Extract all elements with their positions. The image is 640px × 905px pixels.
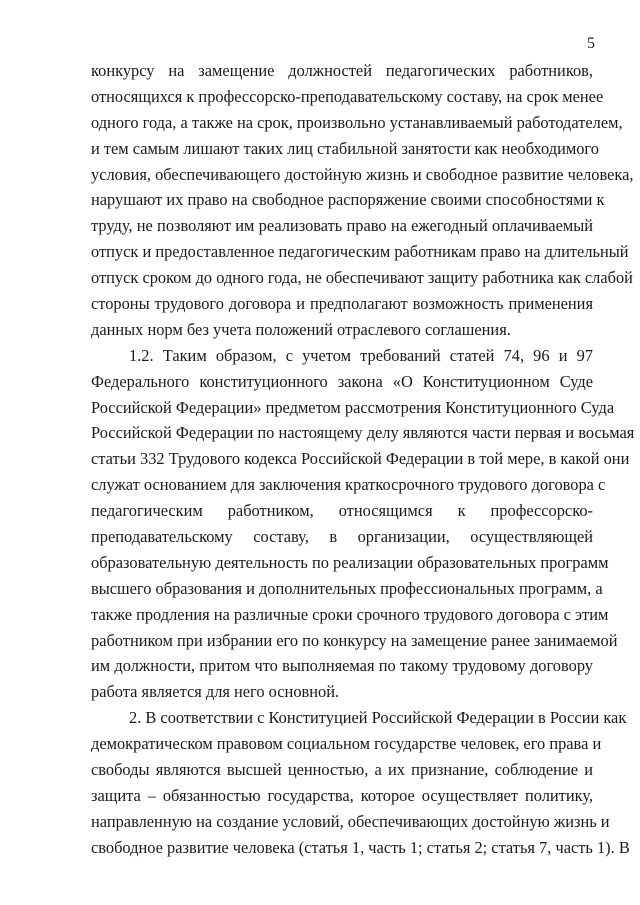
text-line: демократическом правовом социальном государстве человек, его права и — [91, 734, 602, 754]
text-line: педагогическим работником, относящимся к профессорско- — [91, 501, 593, 521]
text-line: свободное развитие человека (статья 1, часть 1; статья 2; статья 7, часть 1). В — [91, 837, 630, 857]
text-line: нарушают их право на свободное распоряжение своими способностями к — [91, 190, 605, 210]
text-line: также продления на различные сроки срочного трудового договора с этим — [91, 604, 609, 624]
text-line: отпуск и предоставленное педагогическим работникам право на длительный — [91, 242, 629, 262]
text-line: одного года, а также на срок, произвольно устанавливаемый работодателем, — [91, 112, 623, 132]
text-line: работником при избрании его по конкурсу на замещение ранее занимаемой — [91, 630, 618, 650]
page-number: 5 — [587, 35, 595, 52]
text-line: Федерального конституционного закона «О Конституционном Суде — [91, 371, 593, 391]
text-line: относящихся к профессорско-преподавательскому составу, на срок менее — [91, 86, 604, 106]
text-line: свободы являются высшей ценностью, а их признание, соблюдение и — [91, 760, 593, 780]
text-line: Российской Федерации» предметом рассмотрения Конституционного Суда — [91, 397, 615, 417]
text-line: статьи 332 Трудового кодекса Российской Федерации в той мере, в какой они — [91, 449, 630, 469]
paragraph — [91, 343, 635, 705]
text-line: преподавательскому составу, в организации, осуществляющей — [91, 527, 593, 547]
text-line: данных норм без учета положений отраслевого соглашения. — [91, 319, 511, 339]
text-line: условия, обеспечивающего достойную жизнь и свободное развитие человека, — [91, 164, 634, 184]
text-line: работа является для него основной. — [91, 682, 340, 702]
text-line: стороны трудового договора и предполагают возможность применения — [91, 294, 593, 314]
text-line: отпуск сроком до одного года, не обеспечивают защиту работника как слабой — [91, 268, 633, 288]
text-line: образовательную деятельность по реализации образовательных программ — [91, 552, 609, 572]
text-line: направленную на создание условий, обеспечивающих достойную жизнь и — [91, 811, 610, 831]
text-line: служат основанием для заключения краткосрочного трудового договора с — [91, 475, 606, 495]
text-line: конкурсу на замещение должностей педагогических работников, — [91, 61, 593, 80]
text-line: защита – обязанностью государства, которое осуществляет политику, — [91, 785, 593, 805]
paragraph — [91, 58, 634, 343]
text-line: им должности, притом что выполняемая по такому трудовому договору — [91, 656, 593, 676]
text-line: Российской Федерации по настоящему делу являются части первая и восьмая — [91, 423, 635, 443]
text-line: высшего образования и дополнительных профессиональных программ, а — [91, 578, 603, 598]
text-line: труду, не позволяют им реализовать право на ежегодный оплачиваемый — [91, 216, 593, 236]
text-line: и тем самым лишают таких лиц стабильной занятости как необходимого — [91, 138, 599, 158]
text-line: 2. В соответствии с Конституцией Российской Федерации в России как — [129, 708, 627, 728]
body-text — [91, 58, 635, 861]
paragraph — [91, 705, 630, 860]
text-line: 1.2. Таким образом, с учетом требований статей 74, 96 и 97 — [129, 345, 593, 365]
